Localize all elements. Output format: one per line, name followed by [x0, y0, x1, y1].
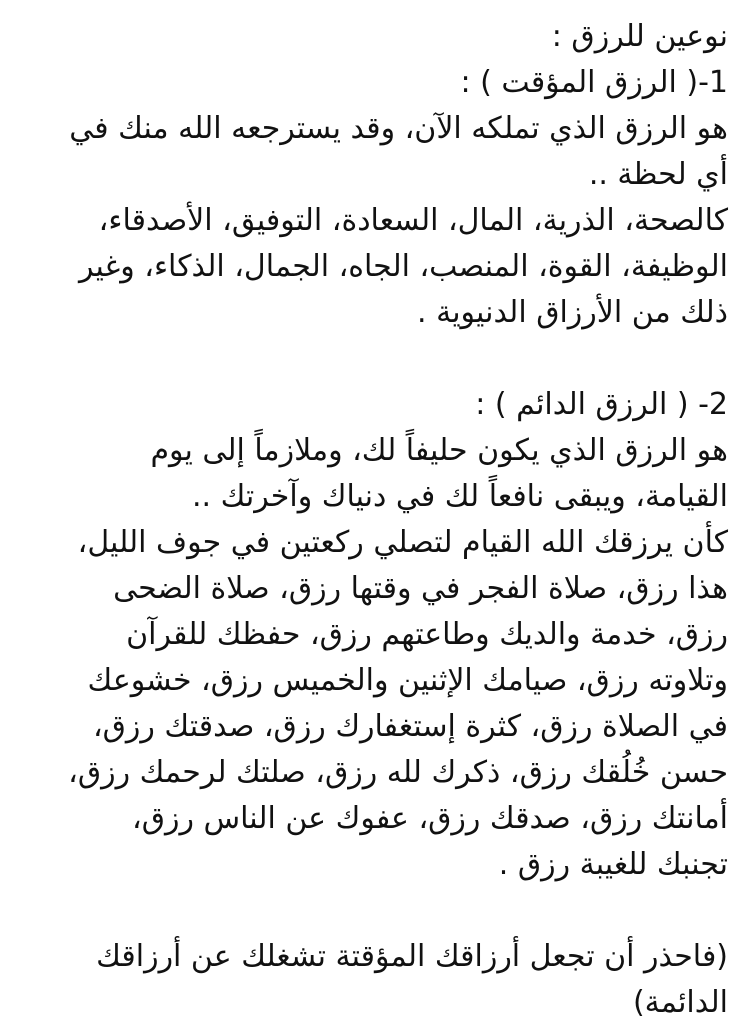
section-2-line: هذا رزق، صلاة الفجر في وقتها رزق، صلاة الضحى: [113, 571, 728, 606]
section-2-line: رزق، خدمة والديك وطاعتهم رزق، حفظك للقرآن: [126, 617, 728, 652]
conclusion-line: (فاحذر أن تجعل أرزاقك المؤقتة تشغلك عن أرزاقك: [96, 939, 728, 974]
section-2-heading: 2- ( الرزق الدائم ) :: [475, 387, 728, 422]
section-2-line: في الصلاة رزق، كثرة إستغفارك رزق، صدقتك رزق،: [92, 709, 728, 744]
section-2-line: حسن خُلُقك رزق، ذكرك لله رزق، صلتك لرحمك رزق،: [68, 755, 728, 790]
section-1-line: أي لحظة ..: [588, 157, 728, 192]
section-1-line: ذلك من الأرزاق الدنيوية .: [417, 295, 728, 330]
section-1-heading: 1-( الرزق المؤقت ) :: [460, 65, 728, 100]
section-2-line: وتلاوته رزق، صيامك الإثنين والخميس رزق، خشوعك: [87, 663, 728, 698]
document-body: [16, 14, 728, 1026]
section-1-line: هو الرزق الذي تملكه الآن، وقد يسترجعه الله منك في: [69, 111, 728, 146]
section-2-line: أمانتك رزق، صدقك رزق، عفوك عن الناس رزق،: [132, 801, 728, 836]
conclusion-line: الدائمة): [632, 985, 728, 1020]
section-temporary-provision: [16, 60, 728, 336]
section-1-line: الوظيفة، القوة، المنصب، الجاه، الجمال، الذكاء، وغير: [78, 249, 728, 284]
conclusion-paragraph: [16, 934, 728, 1026]
section-permanent-provision: [16, 382, 728, 888]
paragraph-spacer: [16, 888, 728, 934]
section-2-line: كأن يرزقك الله القيام لتصلي ركعتين في جوف الليل،: [77, 525, 728, 560]
section-2-line: هو الرزق الذي يكون حليفاً لك، وملازماً إلى يوم: [150, 433, 728, 468]
section-1-line: كالصحة، الذرية، المال، السعادة، التوفيق، الأصدقاء،: [98, 203, 728, 238]
section-2-line: القيامة، ويبقى نافعاً لك في دنياك وآخرتك ..: [192, 479, 728, 514]
paragraph-spacer: [16, 336, 728, 382]
section-2-line: تجنبك للغيبة رزق .: [498, 847, 728, 882]
document-title: نوعين للرزق :: [551, 19, 728, 54]
